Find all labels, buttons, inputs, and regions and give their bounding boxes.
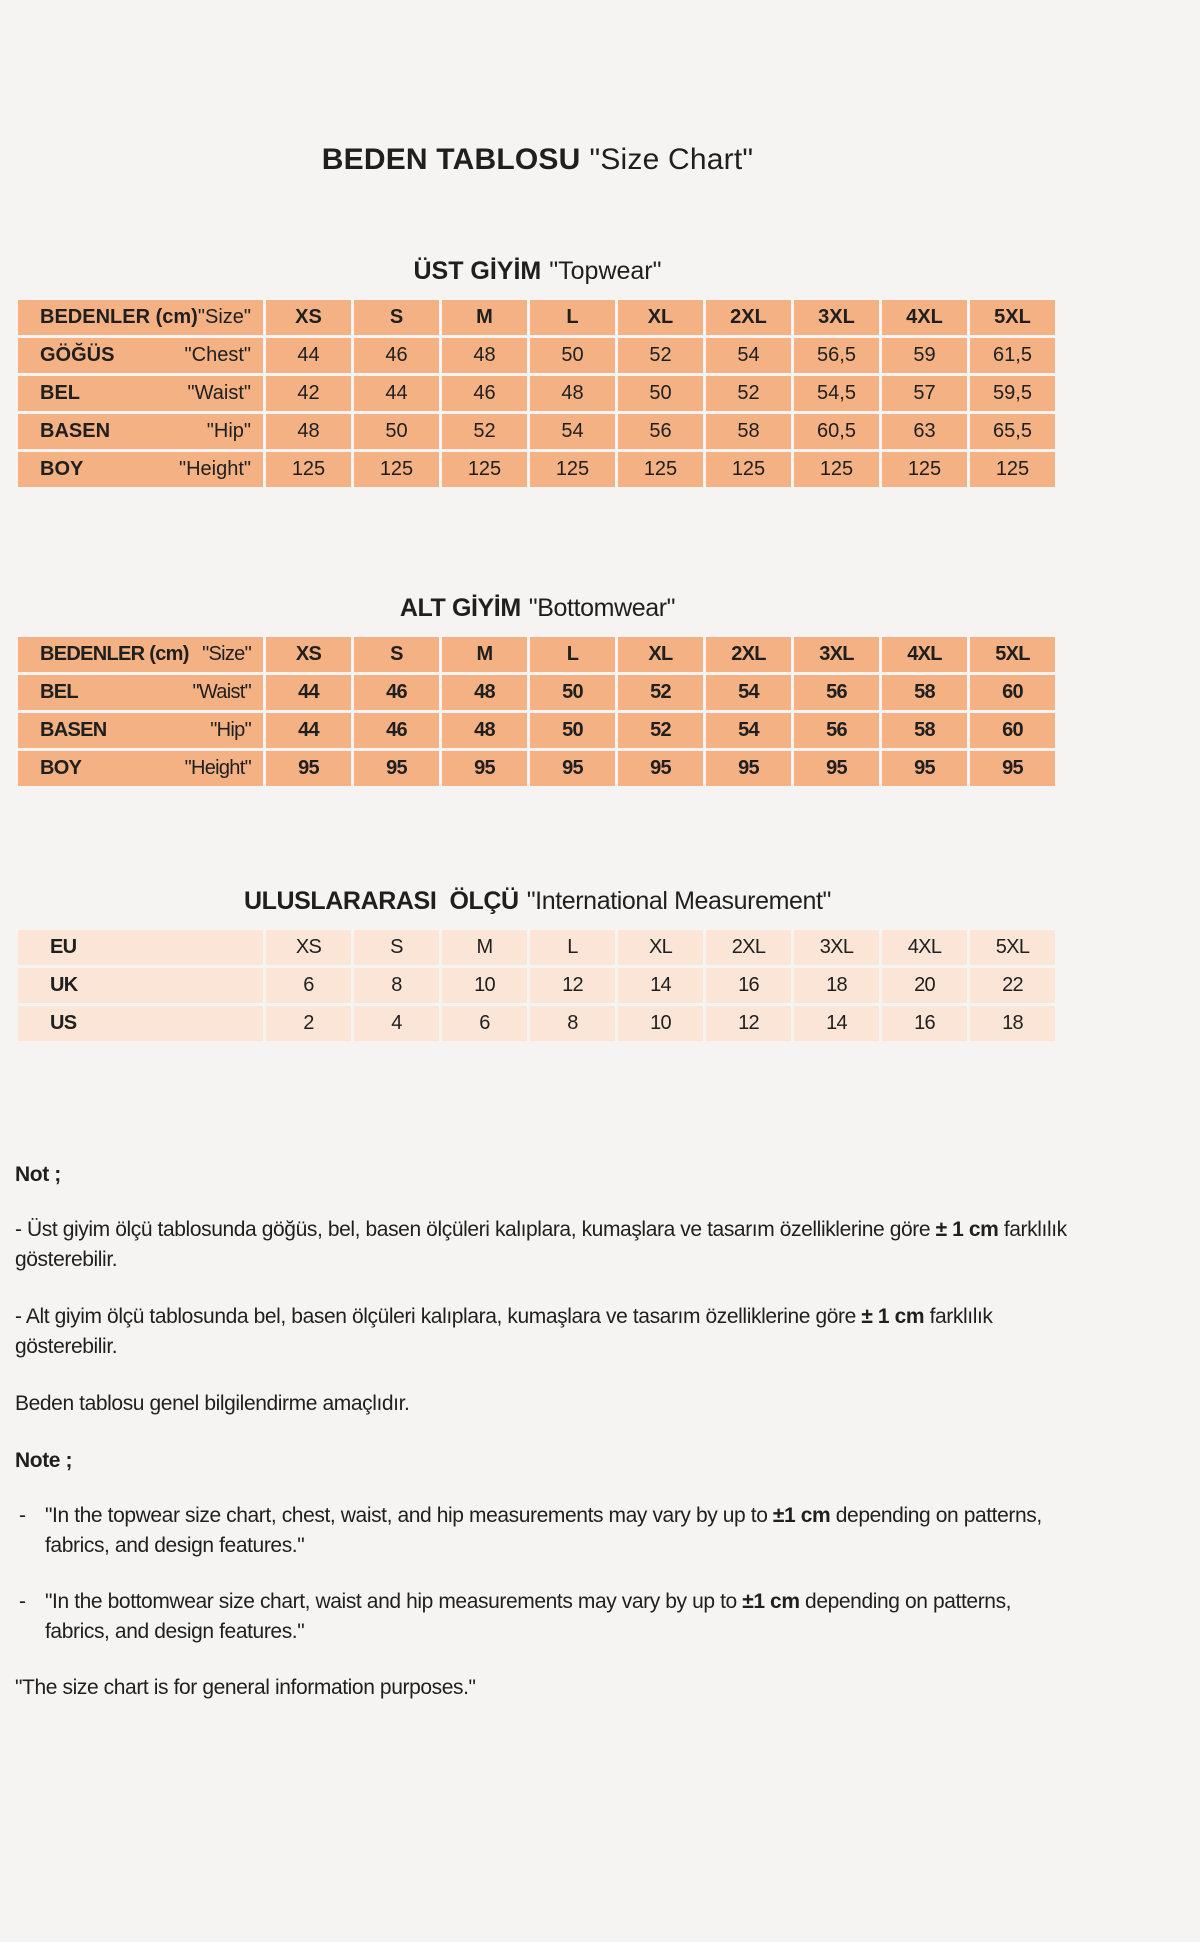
bottomwear-boy (18, 751, 263, 786)
international-eu-value: XS (266, 930, 351, 965)
topwear-boy-value: 125 (442, 452, 527, 487)
turkish-footer-note: Beden tablosu genel bilgilendirme amaçlıdır. (15, 1392, 410, 1415)
bottomwear-basen-value: 46 (354, 713, 439, 748)
bottomwear-bel-value: 44 (266, 675, 351, 710)
bottomwear-basen-value: 54 (706, 713, 791, 748)
bottomwear-boy-label: BOY (40, 757, 82, 779)
bullet-dash: - (19, 1590, 26, 1613)
bottomwear-boy-content (18, 757, 263, 780)
bottomwear-boy-value: 95 (618, 751, 703, 786)
topwear-boy (18, 452, 263, 487)
bottomwear-bel-label: BEL (40, 681, 78, 703)
note-text: - Üst giyim ölçü tablosunda göğüs, bel, basen ölçüleri kalıplara, kumaşlara ve tasarım özelliklerine göre (15, 1218, 936, 1241)
bottomwear-bel-content (18, 681, 263, 704)
bottomwear-heading-turkish: ALT GİYİM (399, 594, 521, 622)
bottomwear-bel-value: 54 (706, 675, 791, 710)
international-body (18, 930, 1055, 1041)
international-eu-value: L (530, 930, 615, 965)
bullet-text (45, 1501, 1080, 1561)
note-text: "In the bottomwear size chart, waist and hip measurements may vary by up to (45, 1590, 743, 1613)
bottomwear-boy-value: 95 (706, 751, 791, 786)
note-heading-turkish: Not ; (15, 1163, 61, 1186)
note-bullet-item (15, 1587, 1080, 1647)
topwear-boy-value: 125 (706, 452, 791, 487)
note-paragraph (15, 1215, 1080, 1275)
topwear-boy-label: BOY (40, 458, 84, 480)
topwear-bel (18, 376, 263, 411)
bottomwear-boy-value: 95 (266, 751, 351, 786)
topwear-bel-value: 57 (882, 376, 967, 411)
note-paragraph (15, 1302, 1080, 1362)
topwear-heading-english: "Topwear" (549, 257, 662, 285)
topwear-header-label: BEDENLER (cm) (40, 306, 198, 328)
page-title-turkish: BEDEN TABLOSU (321, 143, 581, 176)
topwear-row-bel (18, 376, 1055, 411)
topwear-basen-sublabel: "Hip" (206, 420, 251, 442)
international-uk-value: 14 (618, 968, 703, 1003)
international-row-us (18, 1006, 1055, 1041)
international-eu-value: 2XL (706, 930, 791, 965)
topwear-basen-value: 60,5 (794, 414, 879, 449)
bullet-dash: - (19, 1504, 26, 1527)
bottomwear-boy-value: 95 (882, 751, 967, 786)
topwear-bel-value: 50 (618, 376, 703, 411)
international-us-value: 18 (970, 1006, 1055, 1041)
international-us-value: 12 (706, 1006, 791, 1041)
bottomwear-boy-value: 95 (794, 751, 879, 786)
bottomwear-row-boy (18, 751, 1055, 786)
topwear-bel-value: 54,5 (794, 376, 879, 411)
bottomwear-bel-value: 58 (882, 675, 967, 710)
bottomwear-header-content (18, 643, 263, 666)
turkish-notes (15, 1215, 1080, 1362)
topwear-boy-value: 125 (794, 452, 879, 487)
bottomwear-row-bel (18, 675, 1055, 710)
bottomwear-bel-sublabel: "Waist" (192, 681, 251, 703)
international-eu-value: M (442, 930, 527, 965)
bottomwear-basen-value: 56 (794, 713, 879, 748)
topwear-göğüs-value: 46 (354, 338, 439, 373)
topwear-göğüs-sublabel: "Chest" (184, 344, 251, 366)
topwear-bel-content (18, 382, 263, 405)
bottomwear-boy-value: 95 (970, 751, 1055, 786)
international-row-eu (18, 930, 1055, 965)
topwear-bel-value: 52 (706, 376, 791, 411)
topwear-göğüs-value: 54 (706, 338, 791, 373)
topwear-size-header-3XL: 3XL (794, 300, 879, 335)
bottomwear-size-header-L: L (530, 637, 615, 672)
international-heading (15, 886, 1060, 917)
topwear-size-header-M: M (442, 300, 527, 335)
topwear-boy-sublabel: "Height" (178, 458, 251, 480)
international-uk-value: 20 (882, 968, 967, 1003)
bottomwear-table (15, 634, 1058, 789)
bottomwear-row-basen (18, 713, 1055, 748)
topwear-basen-value: 56 (618, 414, 703, 449)
international-row-uk (18, 968, 1055, 1003)
topwear-basen-value: 50 (354, 414, 439, 449)
bottomwear-body (18, 637, 1055, 786)
topwear-basen-value: 63 (882, 414, 967, 449)
bottomwear-header-row (18, 637, 1055, 672)
bottomwear-basen-sublabel: "Hip" (210, 719, 251, 741)
topwear-göğüs-value: 56,5 (794, 338, 879, 373)
topwear-size-header-XL: XL (618, 300, 703, 335)
international-uk-content (18, 974, 263, 997)
size-chart-document (15, 142, 1067, 1703)
bottomwear-section (15, 593, 1060, 789)
topwear-section (15, 256, 1060, 490)
topwear-header-sublabel: "Size" (197, 306, 251, 328)
international-us-value: 6 (442, 1006, 527, 1041)
bottomwear-size-header-M: M (442, 637, 527, 672)
topwear-boy-content (18, 458, 263, 481)
international-eu (18, 930, 263, 965)
topwear-bel-value: 42 (266, 376, 351, 411)
notes-section (15, 1160, 1080, 1703)
topwear-bel-value: 48 (530, 376, 615, 411)
bottomwear-size-header-2XL: 2XL (706, 637, 791, 672)
international-uk-value: 10 (442, 968, 527, 1003)
topwear-size-header-4XL: 4XL (882, 300, 967, 335)
international-eu-value: 5XL (970, 930, 1055, 965)
bottomwear-basen-value: 58 (882, 713, 967, 748)
international-us-value: 14 (794, 1006, 879, 1041)
bottomwear-basen-value: 60 (970, 713, 1055, 748)
bottomwear-size-header-4XL: 4XL (882, 637, 967, 672)
bottomwear-basen-content (18, 719, 263, 742)
topwear-header (18, 300, 263, 335)
international-eu-value: XL (618, 930, 703, 965)
bottomwear-header-label: BEDENLER (cm) (40, 643, 189, 665)
bottomwear-bel-value: 60 (970, 675, 1055, 710)
bottomwear-basen-value: 50 (530, 713, 615, 748)
note-text: depending on patterns, fabrics, and design features." (45, 1504, 1042, 1557)
topwear-boy-value: 125 (354, 452, 439, 487)
note-emphasis: ±1 cm (772, 1504, 831, 1527)
international-eu-label: EU (50, 936, 77, 958)
bottomwear-size-header-XS: XS (266, 637, 351, 672)
topwear-basen-value: 52 (442, 414, 527, 449)
bottomwear-bel-value: 56 (794, 675, 879, 710)
topwear-bel-sublabel: "Waist" (187, 382, 251, 404)
topwear-bel-value: 44 (354, 376, 439, 411)
bottomwear-size-header-5XL: 5XL (970, 637, 1055, 672)
bottomwear-bel-value: 48 (442, 675, 527, 710)
topwear-boy-value: 125 (530, 452, 615, 487)
note-text: farklılık gösterebilir. (15, 1305, 993, 1358)
topwear-header-row (18, 300, 1055, 335)
topwear-basen-value: 65,5 (970, 414, 1055, 449)
bottomwear-header (18, 637, 263, 672)
bottomwear-bel-value: 50 (530, 675, 615, 710)
international-uk-value: 18 (794, 968, 879, 1003)
bottomwear-bel-value: 52 (618, 675, 703, 710)
topwear-göğüs-value: 48 (442, 338, 527, 373)
international-uk (18, 968, 263, 1003)
international-table (15, 927, 1058, 1044)
international-eu-value: 4XL (882, 930, 967, 965)
international-us-value: 4 (354, 1006, 439, 1041)
topwear-heading-turkish: ÜST GİYİM (413, 257, 542, 285)
note-text: farklılık gösterebilir. (15, 1218, 1067, 1271)
bottomwear-bel (18, 675, 263, 710)
english-notes (15, 1501, 1080, 1647)
topwear-göğüs-value: 59 (882, 338, 967, 373)
topwear-boy-value: 125 (618, 452, 703, 487)
international-section (15, 886, 1060, 1044)
note-text: - Alt giyim ölçü tablosunda bel, basen ölçüleri kalıplara, kumaşlara ve tasarım özelliklerine göre (15, 1305, 862, 1328)
note-heading-english: Note ; (15, 1449, 73, 1472)
topwear-row-basen (18, 414, 1055, 449)
international-eu-content (18, 936, 263, 959)
topwear-size-header-L: L (530, 300, 615, 335)
international-heading-english: "International Measurement" (526, 887, 832, 915)
note-text: "In the topwear size chart, chest, waist, and hip measurements may vary by up to (45, 1504, 773, 1527)
topwear-boy-value: 125 (266, 452, 351, 487)
topwear-size-header-S: S (354, 300, 439, 335)
topwear-size-header-2XL: 2XL (706, 300, 791, 335)
topwear-boy-value: 125 (970, 452, 1055, 487)
topwear-göğüs-content (18, 344, 263, 367)
bottomwear-boy-value: 95 (354, 751, 439, 786)
international-us-value: 16 (882, 1006, 967, 1041)
topwear-göğüs-value: 61,5 (970, 338, 1055, 373)
topwear-heading (15, 256, 1060, 287)
international-uk-value: 6 (266, 968, 351, 1003)
bottomwear-heading-english: "Bottomwear" (528, 594, 676, 622)
international-uk-value: 8 (354, 968, 439, 1003)
topwear-bel-value: 59,5 (970, 376, 1055, 411)
international-us-value: 8 (530, 1006, 615, 1041)
bottomwear-size-header-3XL: 3XL (794, 637, 879, 672)
topwear-basen-content (18, 420, 263, 443)
note-bullet-item (15, 1501, 1080, 1561)
bottomwear-basen-value: 44 (266, 713, 351, 748)
international-uk-value: 16 (706, 968, 791, 1003)
topwear-basen-value: 48 (266, 414, 351, 449)
topwear-basen-label: BASEN (40, 420, 111, 442)
note-emphasis: ± 1 cm (861, 1305, 925, 1328)
bottomwear-basen-label: BASEN (40, 719, 107, 741)
international-us-label: US (50, 1012, 77, 1034)
international-eu-value: 3XL (794, 930, 879, 965)
note-emphasis: ± 1 cm (935, 1218, 999, 1241)
topwear-table (15, 297, 1058, 490)
bottomwear-basen (18, 713, 263, 748)
bullet-text (45, 1587, 1080, 1647)
topwear-header-content (18, 306, 263, 329)
international-heading-turkish: ULUSLARARASI ÖLÇÜ (243, 887, 519, 915)
bottomwear-boy-value: 95 (530, 751, 615, 786)
bottomwear-size-header-XL: XL (618, 637, 703, 672)
topwear-size-header-5XL: 5XL (970, 300, 1055, 335)
international-us-value: 10 (618, 1006, 703, 1041)
page-title-english: "Size Chart" (589, 143, 754, 176)
topwear-size-header-XS: XS (266, 300, 351, 335)
international-us-value: 2 (266, 1006, 351, 1041)
international-us (18, 1006, 263, 1041)
note-emphasis: ±1 cm (742, 1590, 800, 1613)
topwear-boy-value: 125 (882, 452, 967, 487)
bottomwear-boy-value: 95 (442, 751, 527, 786)
topwear-bel-label: BEL (40, 382, 80, 404)
bottomwear-header-sublabel: "Size" (202, 643, 251, 665)
international-uk-label: UK (50, 974, 78, 996)
note-text: depending on patterns, fabrics, and design features." (45, 1590, 1012, 1643)
bottomwear-heading (15, 593, 1060, 624)
topwear-göğüs-value: 52 (618, 338, 703, 373)
topwear-body (18, 300, 1055, 487)
english-footer-note: "The size chart is for general information purposes." (15, 1676, 476, 1699)
bottomwear-basen-value: 48 (442, 713, 527, 748)
topwear-row-göğüs (18, 338, 1055, 373)
topwear-göğüs-value: 50 (530, 338, 615, 373)
topwear-basen-value: 54 (530, 414, 615, 449)
bottomwear-basen-value: 52 (618, 713, 703, 748)
international-uk-value: 22 (970, 968, 1055, 1003)
topwear-göğüs (18, 338, 263, 373)
topwear-göğüs-label: GÖĞÜS (40, 344, 115, 366)
page-title (15, 142, 1060, 178)
topwear-göğüs-value: 44 (266, 338, 351, 373)
topwear-basen-value: 58 (706, 414, 791, 449)
bottomwear-bel-value: 46 (354, 675, 439, 710)
topwear-row-boy (18, 452, 1055, 487)
topwear-basen (18, 414, 263, 449)
international-uk-value: 12 (530, 968, 615, 1003)
bottomwear-boy-sublabel: "Height" (184, 757, 251, 779)
international-eu-value: S (354, 930, 439, 965)
bottomwear-size-header-S: S (354, 637, 439, 672)
international-us-content (18, 1012, 263, 1035)
topwear-bel-value: 46 (442, 376, 527, 411)
